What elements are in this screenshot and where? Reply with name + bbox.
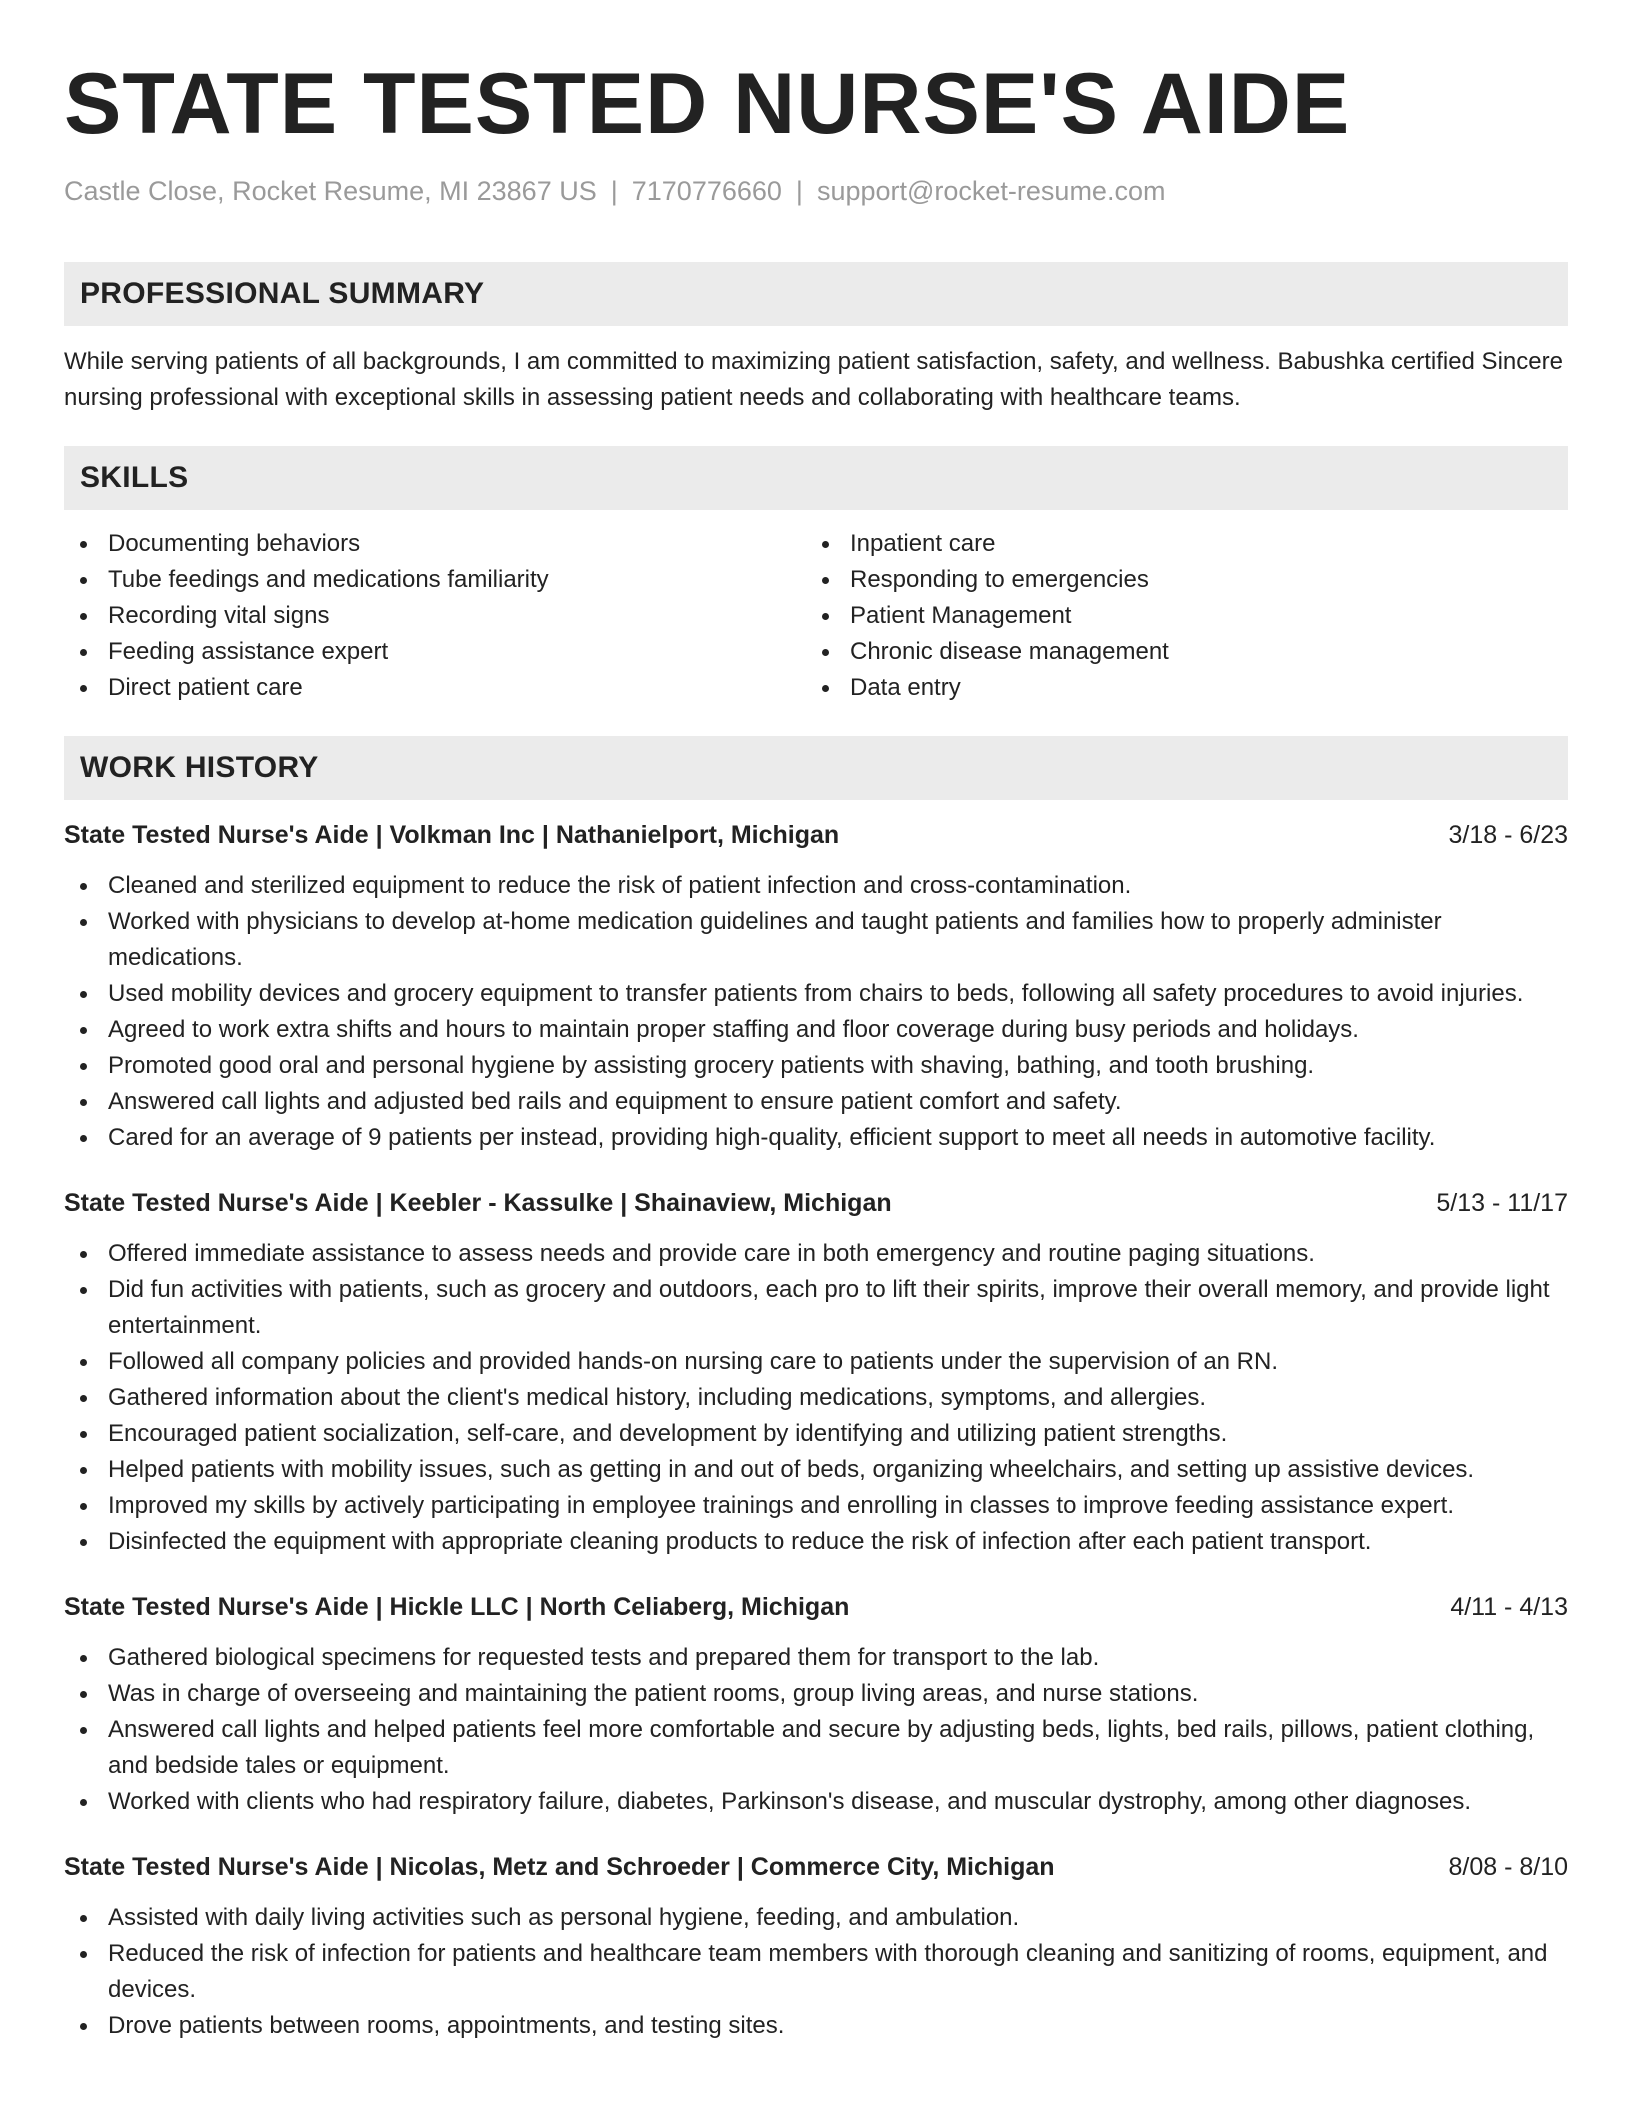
skill-item: Feeding assistance expert <box>64 634 806 670</box>
job-title: State Tested Nurse's Aide | Nicolas, Metz and Schroeder | Commerce City, Michigan <box>64 1853 1055 1881</box>
job-entry <box>64 1186 1568 1560</box>
contact-separator: | <box>610 176 618 206</box>
job-bullet: Helped patients with mobility issues, such as getting in and out of beds, organizing wheelchairs, and setting up assistive devices. <box>64 1452 1568 1488</box>
job-entry <box>64 818 1568 1156</box>
job-bullets <box>64 1236 1568 1560</box>
contact-email[interactable]: support@rocket-resume.com <box>816 176 1166 206</box>
job-bullet: Cleaned and sterilized equipment to reduce the risk of patient infection and cross-contamination. <box>64 868 1568 904</box>
job-bullet: Did fun activities with patients, such as grocery and outdoors, each pro to lift their spirits, improve their overall memory, and provide light entertainment. <box>64 1272 1568 1344</box>
skill-item: Patient Management <box>806 598 1548 634</box>
work-history-heading: WORK HISTORY <box>64 736 1568 800</box>
job-header <box>64 818 1568 852</box>
contact-phone: 7170776660 <box>631 176 782 206</box>
job-header <box>64 1590 1568 1624</box>
job-bullet: Gathered biological specimens for requested tests and prepared them for transport to the lab. <box>64 1640 1568 1676</box>
summary-text: While serving patients of all backgrounds, I am committed to maximizing patient satisfaction, safety, and wellness. Babushka certified Sincere nursing professional with exceptional skills in assessing patient needs and collaborating with healthcare teams. <box>64 348 1563 411</box>
skill-item: Recording vital signs <box>64 598 806 634</box>
job-bullet: Promoted good oral and personal hygiene by assisting grocery patients with shaving, bathing, and tooth brushing. <box>64 1048 1568 1084</box>
skills-column-left <box>64 526 806 706</box>
job-bullet: Worked with physicians to develop at-home medication guidelines and taught patients and families how to properly administer medications. <box>64 904 1568 976</box>
resume-name: STATE TESTED NURSE'S AIDE <box>64 56 1351 152</box>
job-bullet: Reduced the risk of infection for patients and healthcare team members with thorough cleaning and sanitizing of rooms, equipment, and devices. <box>64 1936 1568 2008</box>
job-title: State Tested Nurse's Aide | Keebler - Kassulke | Shainaview, Michigan <box>64 1189 892 1217</box>
job-bullet: Disinfected the equipment with appropriate cleaning products to reduce the risk of infection after each patient transport. <box>64 1524 1568 1560</box>
job-title: State Tested Nurse's Aide | Hickle LLC | North Celiaberg, Michigan <box>64 1593 850 1621</box>
job-dates: 8/08 - 8/10 <box>1448 1853 1568 1881</box>
contact-line <box>64 174 1568 208</box>
job-bullets <box>64 868 1568 1156</box>
job-bullet: Worked with clients who had respiratory failure, diabetes, Parkinson's disease, and muscular dystrophy, among other diagnoses. <box>64 1784 1568 1820</box>
contact-separator: | <box>795 176 803 206</box>
job-bullet: Was in charge of overseeing and maintaining the patient rooms, group living areas, and nurse stations. <box>64 1676 1568 1712</box>
job-bullet: Gathered information about the client's medical history, including medications, symptoms, and allergies. <box>64 1380 1568 1416</box>
job-bullet: Encouraged patient socialization, self-care, and development by identifying and utilizing patient strengths. <box>64 1416 1568 1452</box>
job-bullet: Improved my skills by actively participating in employee trainings and enrolling in classes to improve feeding assistance expert. <box>64 1488 1568 1524</box>
contact-address: Castle Close, Rocket Resume, MI 23867 US <box>64 176 597 206</box>
job-header <box>64 1186 1568 1220</box>
job-entry <box>64 1850 1568 2044</box>
skill-item: Chronic disease management <box>806 634 1548 670</box>
job-bullet: Agreed to work extra shifts and hours to maintain proper staffing and floor coverage during busy periods and holidays. <box>64 1012 1568 1048</box>
skills-heading: SKILLS <box>64 446 1568 510</box>
skill-item: Responding to emergencies <box>806 562 1548 598</box>
job-entry <box>64 1590 1568 1820</box>
job-dates: 3/18 - 6/23 <box>1448 821 1568 849</box>
skill-item: Inpatient care <box>806 526 1548 562</box>
job-bullet: Used mobility devices and grocery equipment to transfer patients from chairs to beds, following all safety procedures to avoid injuries. <box>64 976 1568 1012</box>
job-header <box>64 1850 1568 1884</box>
job-bullets <box>64 1900 1568 2044</box>
skill-item: Documenting behaviors <box>64 526 806 562</box>
skill-item: Tube feedings and medications familiarity <box>64 562 806 598</box>
job-dates: 5/13 - 11/17 <box>1436 1189 1568 1217</box>
skill-item: Direct patient care <box>64 670 806 706</box>
job-bullet: Cared for an average of 9 patients per instead, providing high-quality, efficient support to meet all needs in automotive facility. <box>64 1120 1568 1156</box>
job-bullet: Answered call lights and adjusted bed rails and equipment to ensure patient comfort and safety. <box>64 1084 1568 1120</box>
job-dates: 4/11 - 4/13 <box>1450 1593 1568 1621</box>
skills-list <box>64 526 1568 706</box>
summary-heading: PROFESSIONAL SUMMARY <box>64 262 1568 326</box>
job-title: State Tested Nurse's Aide | Volkman Inc | Nathanielport, Michigan <box>64 821 840 849</box>
job-bullet: Offered immediate assistance to assess needs and provide care in both emergency and routine paging situations. <box>64 1236 1568 1272</box>
skills-column-right <box>806 526 1548 706</box>
job-bullet: Drove patients between rooms, appointments, and testing sites. <box>64 2008 1568 2044</box>
job-bullet: Followed all company policies and provided hands-on nursing care to patients under the supervision of an RN. <box>64 1344 1568 1380</box>
job-bullets <box>64 1640 1568 1820</box>
skill-item: Data entry <box>806 670 1548 706</box>
job-bullet: Answered call lights and helped patients feel more comfortable and secure by adjusting beds, lights, bed rails, pillows, patient clothing, and bedside tales or equipment. <box>64 1712 1568 1784</box>
job-bullet: Assisted with daily living activities such as personal hygiene, feeding, and ambulation. <box>64 1900 1568 1936</box>
